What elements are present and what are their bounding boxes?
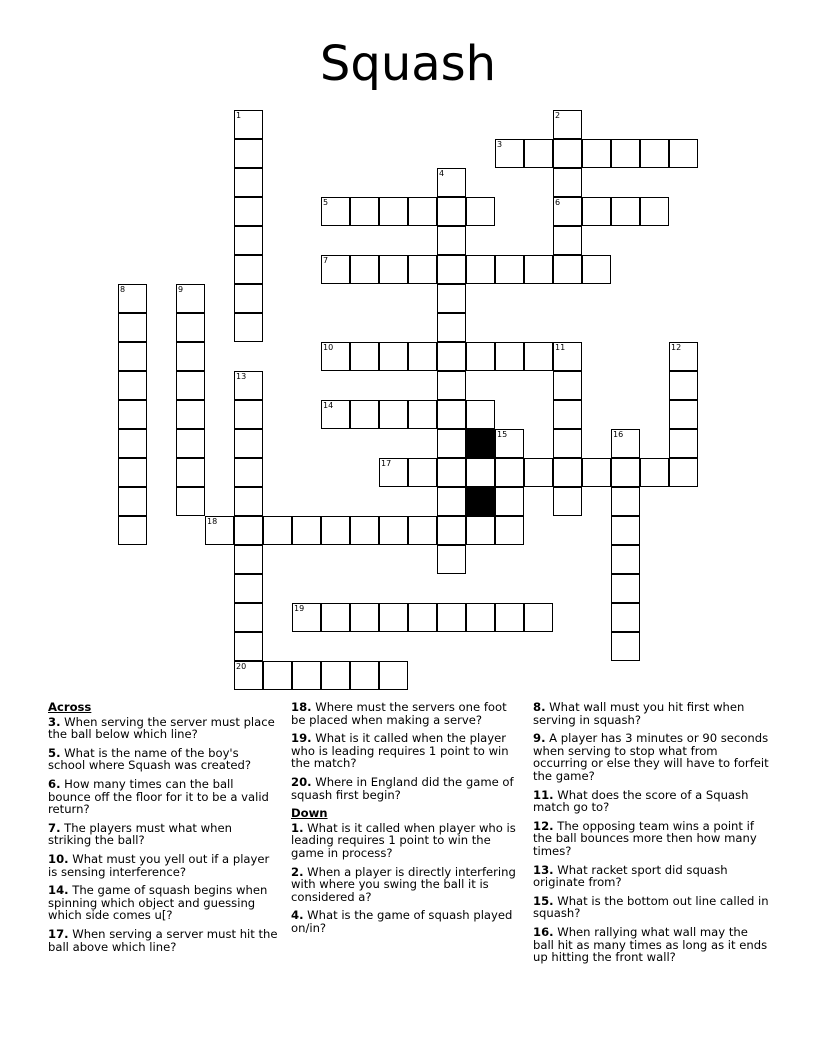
grid-cell[interactable] [437,429,466,458]
grid-cell[interactable] [611,487,640,516]
grid-cell[interactable] [321,516,350,545]
grid-cell[interactable] [611,516,640,545]
grid-cell[interactable] [234,371,263,400]
grid-cell[interactable] [350,197,379,226]
grid-cell[interactable] [234,400,263,429]
grid-cell[interactable] [524,342,553,371]
clue-item [48,928,278,953]
grid-cell[interactable] [118,429,147,458]
grid-cell[interactable] [495,255,524,284]
grid-cell[interactable] [437,603,466,632]
grid-cell[interactable] [321,255,350,284]
grid-cell[interactable] [321,197,350,226]
clue-item [533,820,769,858]
clue-number: 14. [48,883,69,898]
clue-number: 6. [48,776,61,791]
grid-cell[interactable] [640,139,669,168]
clue-item [533,895,769,920]
grid-cell[interactable] [640,197,669,226]
clue-text: A player has 3 minutes or 90 seconds when serving to stop what from occurring or else they will have to forfeit the game? [533,731,769,783]
grid-cell[interactable] [437,168,466,197]
grid-cell[interactable] [611,197,640,226]
clue-item [48,822,278,847]
grid-cell[interactable] [495,487,524,516]
clue-number: 13. [533,862,554,877]
grid-cell[interactable] [524,255,553,284]
grid-cell[interactable] [234,429,263,458]
cell-number: 13 [236,372,247,381]
grid-cell[interactable] [466,603,495,632]
clue-item [48,884,278,922]
grid-cell[interactable] [379,603,408,632]
grid-cell[interactable] [437,284,466,313]
grid-cell[interactable] [582,458,611,487]
clue-text: Where must the servers one foot be placed when making a serve? [291,700,507,727]
grid-cell[interactable] [234,458,263,487]
clue-item [533,864,769,889]
clue-item [48,778,278,816]
grid-cell[interactable] [379,516,408,545]
grid-cell[interactable] [176,458,205,487]
grid-cell[interactable] [379,400,408,429]
grid-cell[interactable] [611,603,640,632]
clue-column-1 [48,701,278,959]
grid-cell[interactable] [379,661,408,690]
down-clue-list-continued [533,701,769,964]
grid-cell[interactable] [437,487,466,516]
grid-cell[interactable] [350,516,379,545]
clue-text: The game of squash begins when spinning which object and guessing which side comes u[? [48,883,268,923]
down-clue-list [291,822,523,935]
grid-cell[interactable] [379,458,408,487]
grid-cell[interactable] [321,400,350,429]
clue-number: 7. [48,820,61,835]
grid-cell[interactable] [495,516,524,545]
grid-cell[interactable] [234,226,263,255]
grid-cell[interactable] [234,313,263,342]
grid-cell[interactable] [611,139,640,168]
grid-cell[interactable] [495,458,524,487]
grid-cell[interactable] [350,661,379,690]
clue-number: 17. [48,926,69,941]
black-cell [466,487,495,516]
clue-number: 8. [533,700,546,714]
grid-cell[interactable] [553,487,582,516]
clue-text: What is the bottom out line called in squash? [533,893,769,921]
puzzle-title: Squash [319,36,497,92]
grid-cell[interactable] [118,371,147,400]
grid-cell[interactable] [437,313,466,342]
cell-number: 10 [323,343,334,352]
grid-cell[interactable] [524,139,553,168]
grid-cell[interactable] [234,545,263,574]
clue-item [48,747,278,772]
clue-number: 3. [48,714,61,729]
grid-cell[interactable] [292,516,321,545]
cell-number: 18 [207,517,218,526]
clue-item [291,776,523,801]
grid-cell[interactable] [118,458,147,487]
grid-cell[interactable] [408,342,437,371]
grid-cell[interactable] [495,603,524,632]
clue-text: What must you yell out if a player is sensing interference? [48,851,270,879]
grid-cell[interactable] [495,139,524,168]
grid-cell[interactable] [176,429,205,458]
grid-cell[interactable] [379,342,408,371]
grid-cell[interactable] [582,139,611,168]
clue-text: The opposing team wins a point if the ball bounces more then how many times? [533,818,757,858]
cell-number: 14 [323,401,334,410]
cell-number: 15 [497,430,508,439]
grid-cell[interactable] [408,603,437,632]
grid-cell[interactable] [669,458,698,487]
grid-cell[interactable] [611,632,640,661]
grid-cell[interactable] [176,400,205,429]
clue-text: When a player is directly interfering with where you swing the ball it is considered a? [291,864,516,904]
clue-item [48,716,278,741]
grid-cell[interactable] [582,197,611,226]
grid-cell[interactable] [466,516,495,545]
grid-cell[interactable] [263,516,292,545]
clue-text: What racket sport did squash originate from? [533,862,728,890]
grid-cell[interactable] [234,516,263,545]
grid-cell[interactable] [553,342,582,371]
clue-number: 18. [291,700,312,714]
grid-cell[interactable] [263,661,292,690]
cell-number: 4 [439,169,445,178]
grid-cell[interactable] [176,313,205,342]
down-heading: Down [291,806,328,821]
grid-cell[interactable] [437,371,466,400]
clue-text: When serving the server must place the ball below which line? [48,714,275,742]
grid-cell[interactable] [611,574,640,603]
cell-number: 7 [323,256,329,265]
grid-cell[interactable] [408,255,437,284]
grid-cell[interactable] [437,516,466,545]
black-cell [466,429,495,458]
clue-text: Where in England did the game of squash first begin? [291,774,514,802]
clue-item [48,853,278,878]
grid-cell[interactable] [553,255,582,284]
clue-text: How many times can the ball bounce off the floor for it to be a valid return? [48,776,269,817]
clue-text: What does the score of a Squash match go to? [533,787,749,815]
clue-text: When rallying what wall may the ball hit as many times as long as it ends up hitting the front wall? [533,924,768,965]
grid-cell[interactable] [321,661,350,690]
grid-cell[interactable] [408,197,437,226]
clue-number: 12. [533,818,554,833]
cell-number: 9 [178,285,184,294]
grid-cell[interactable] [408,400,437,429]
grid-cell[interactable] [379,255,408,284]
grid-cell[interactable] [118,284,147,313]
clue-item [291,732,523,770]
cell-number: 20 [236,662,247,671]
grid-cell[interactable] [553,371,582,400]
grid-cell[interactable] [466,400,495,429]
clue-number: 2. [291,864,304,879]
grid-cell[interactable] [408,458,437,487]
grid-cell[interactable] [234,255,263,284]
grid-cell[interactable] [350,400,379,429]
grid-cell[interactable] [176,487,205,516]
grid-cell[interactable] [669,139,698,168]
grid-cell[interactable] [350,603,379,632]
grid-cell[interactable] [205,516,234,545]
clue-number: 4. [291,908,304,923]
grid-cell[interactable] [553,110,582,139]
clue-item [533,789,769,814]
grid-cell[interactable] [524,603,553,632]
clue-number: 5. [48,745,61,760]
clue-text: What is the game of squash played on/in? [291,908,513,935]
cell-number: 1 [236,111,242,120]
clue-text: When serving a server must hit the ball above which line? [48,926,278,954]
grid-cell[interactable] [234,632,263,661]
grid-cell[interactable] [234,284,263,313]
grid-cell[interactable] [234,197,263,226]
clue-number: 16. [533,924,554,939]
clue-text: What is the name of the boy's school where Squash was created? [48,745,252,773]
clue-item [291,866,523,904]
grid-cell[interactable] [553,458,582,487]
cell-number: 19 [294,604,305,613]
grid-cell[interactable] [234,139,263,168]
clue-number: 19. [291,731,312,746]
clue-text: The players must what when striking the ball? [48,820,232,848]
grid-cell[interactable] [118,516,147,545]
clue-column-3 [533,701,769,970]
grid-cell[interactable] [321,342,350,371]
cell-number: 11 [555,343,566,352]
cell-number: 6 [555,198,561,207]
grid-cell[interactable] [495,429,524,458]
clue-column-2 [291,701,523,941]
grid-cell[interactable] [437,342,466,371]
clue-number: 20. [291,774,312,789]
grid-cell[interactable] [553,226,582,255]
grid-cell[interactable] [524,458,553,487]
grid-cell[interactable] [553,168,582,197]
grid-cell[interactable] [118,342,147,371]
clue-item [291,909,523,934]
clue-item [533,926,769,964]
grid-cell[interactable] [495,342,524,371]
grid-cell[interactable] [292,603,321,632]
grid-cell[interactable] [437,400,466,429]
grid-cell[interactable] [350,255,379,284]
grid-cell[interactable] [553,139,582,168]
grid-cell[interactable] [350,342,379,371]
grid-cell[interactable] [176,342,205,371]
clue-text: What is it called when the player who is leading requires 1 point to win the match? [291,731,509,771]
grid-cell[interactable] [379,197,408,226]
grid-cell[interactable] [437,226,466,255]
grid-cell[interactable] [640,458,669,487]
grid-cell[interactable] [611,458,640,487]
clue-item [291,822,523,860]
grid-cell[interactable] [408,516,437,545]
grid-cell[interactable] [234,168,263,197]
grid-cell[interactable] [437,458,466,487]
grid-cell[interactable] [553,400,582,429]
grid-cell[interactable] [669,429,698,458]
grid-cell[interactable] [669,342,698,371]
grid-cell[interactable] [553,197,582,226]
grid-cell[interactable] [582,255,611,284]
clue-text: What wall must you hit first when serving in squash? [533,700,745,727]
clue-item [533,701,769,726]
grid-cell[interactable] [669,371,698,400]
cell-number: 3 [497,140,503,149]
clue-item [533,732,769,782]
grid-cell[interactable] [466,255,495,284]
grid-cell[interactable] [437,197,466,226]
across-clue-list-continued [291,701,523,801]
grid-cell[interactable] [611,545,640,574]
grid-cell[interactable] [292,661,321,690]
clue-number: 1. [291,820,304,835]
grid-cell[interactable] [321,603,350,632]
grid-cell[interactable] [234,661,263,690]
grid-cell[interactable] [234,110,263,139]
clue-text: What is it called when player who is leading requires 1 point to win the game in process? [291,820,516,860]
grid-cell[interactable] [176,371,205,400]
grid-cell[interactable] [553,429,582,458]
cell-number: 12 [671,343,682,352]
grid-cell[interactable] [466,342,495,371]
cell-number: 2 [555,111,561,120]
cell-number: 8 [120,285,126,294]
grid-cell[interactable] [234,574,263,603]
grid-cell[interactable] [611,429,640,458]
cell-number: 5 [323,198,329,207]
grid-cell[interactable] [437,255,466,284]
grid-cell[interactable] [118,487,147,516]
across-clue-list [48,716,278,954]
clue-item [291,701,523,726]
grid-cell[interactable] [466,458,495,487]
grid-cell[interactable] [118,313,147,342]
clue-number: 9. [533,731,546,746]
across-heading: Across [48,700,92,714]
grid-cell[interactable] [176,284,205,313]
grid-cell[interactable] [234,487,263,516]
grid-cell[interactable] [466,197,495,226]
grid-cell[interactable] [437,545,466,574]
clue-number: 11. [533,787,554,802]
cell-number: 17 [381,459,392,468]
grid-cell[interactable] [669,400,698,429]
grid-cell[interactable] [118,400,147,429]
clue-number: 15. [533,893,554,908]
clue-number: 10. [48,851,69,866]
cell-number: 16 [613,430,624,439]
grid-cell[interactable] [234,603,263,632]
